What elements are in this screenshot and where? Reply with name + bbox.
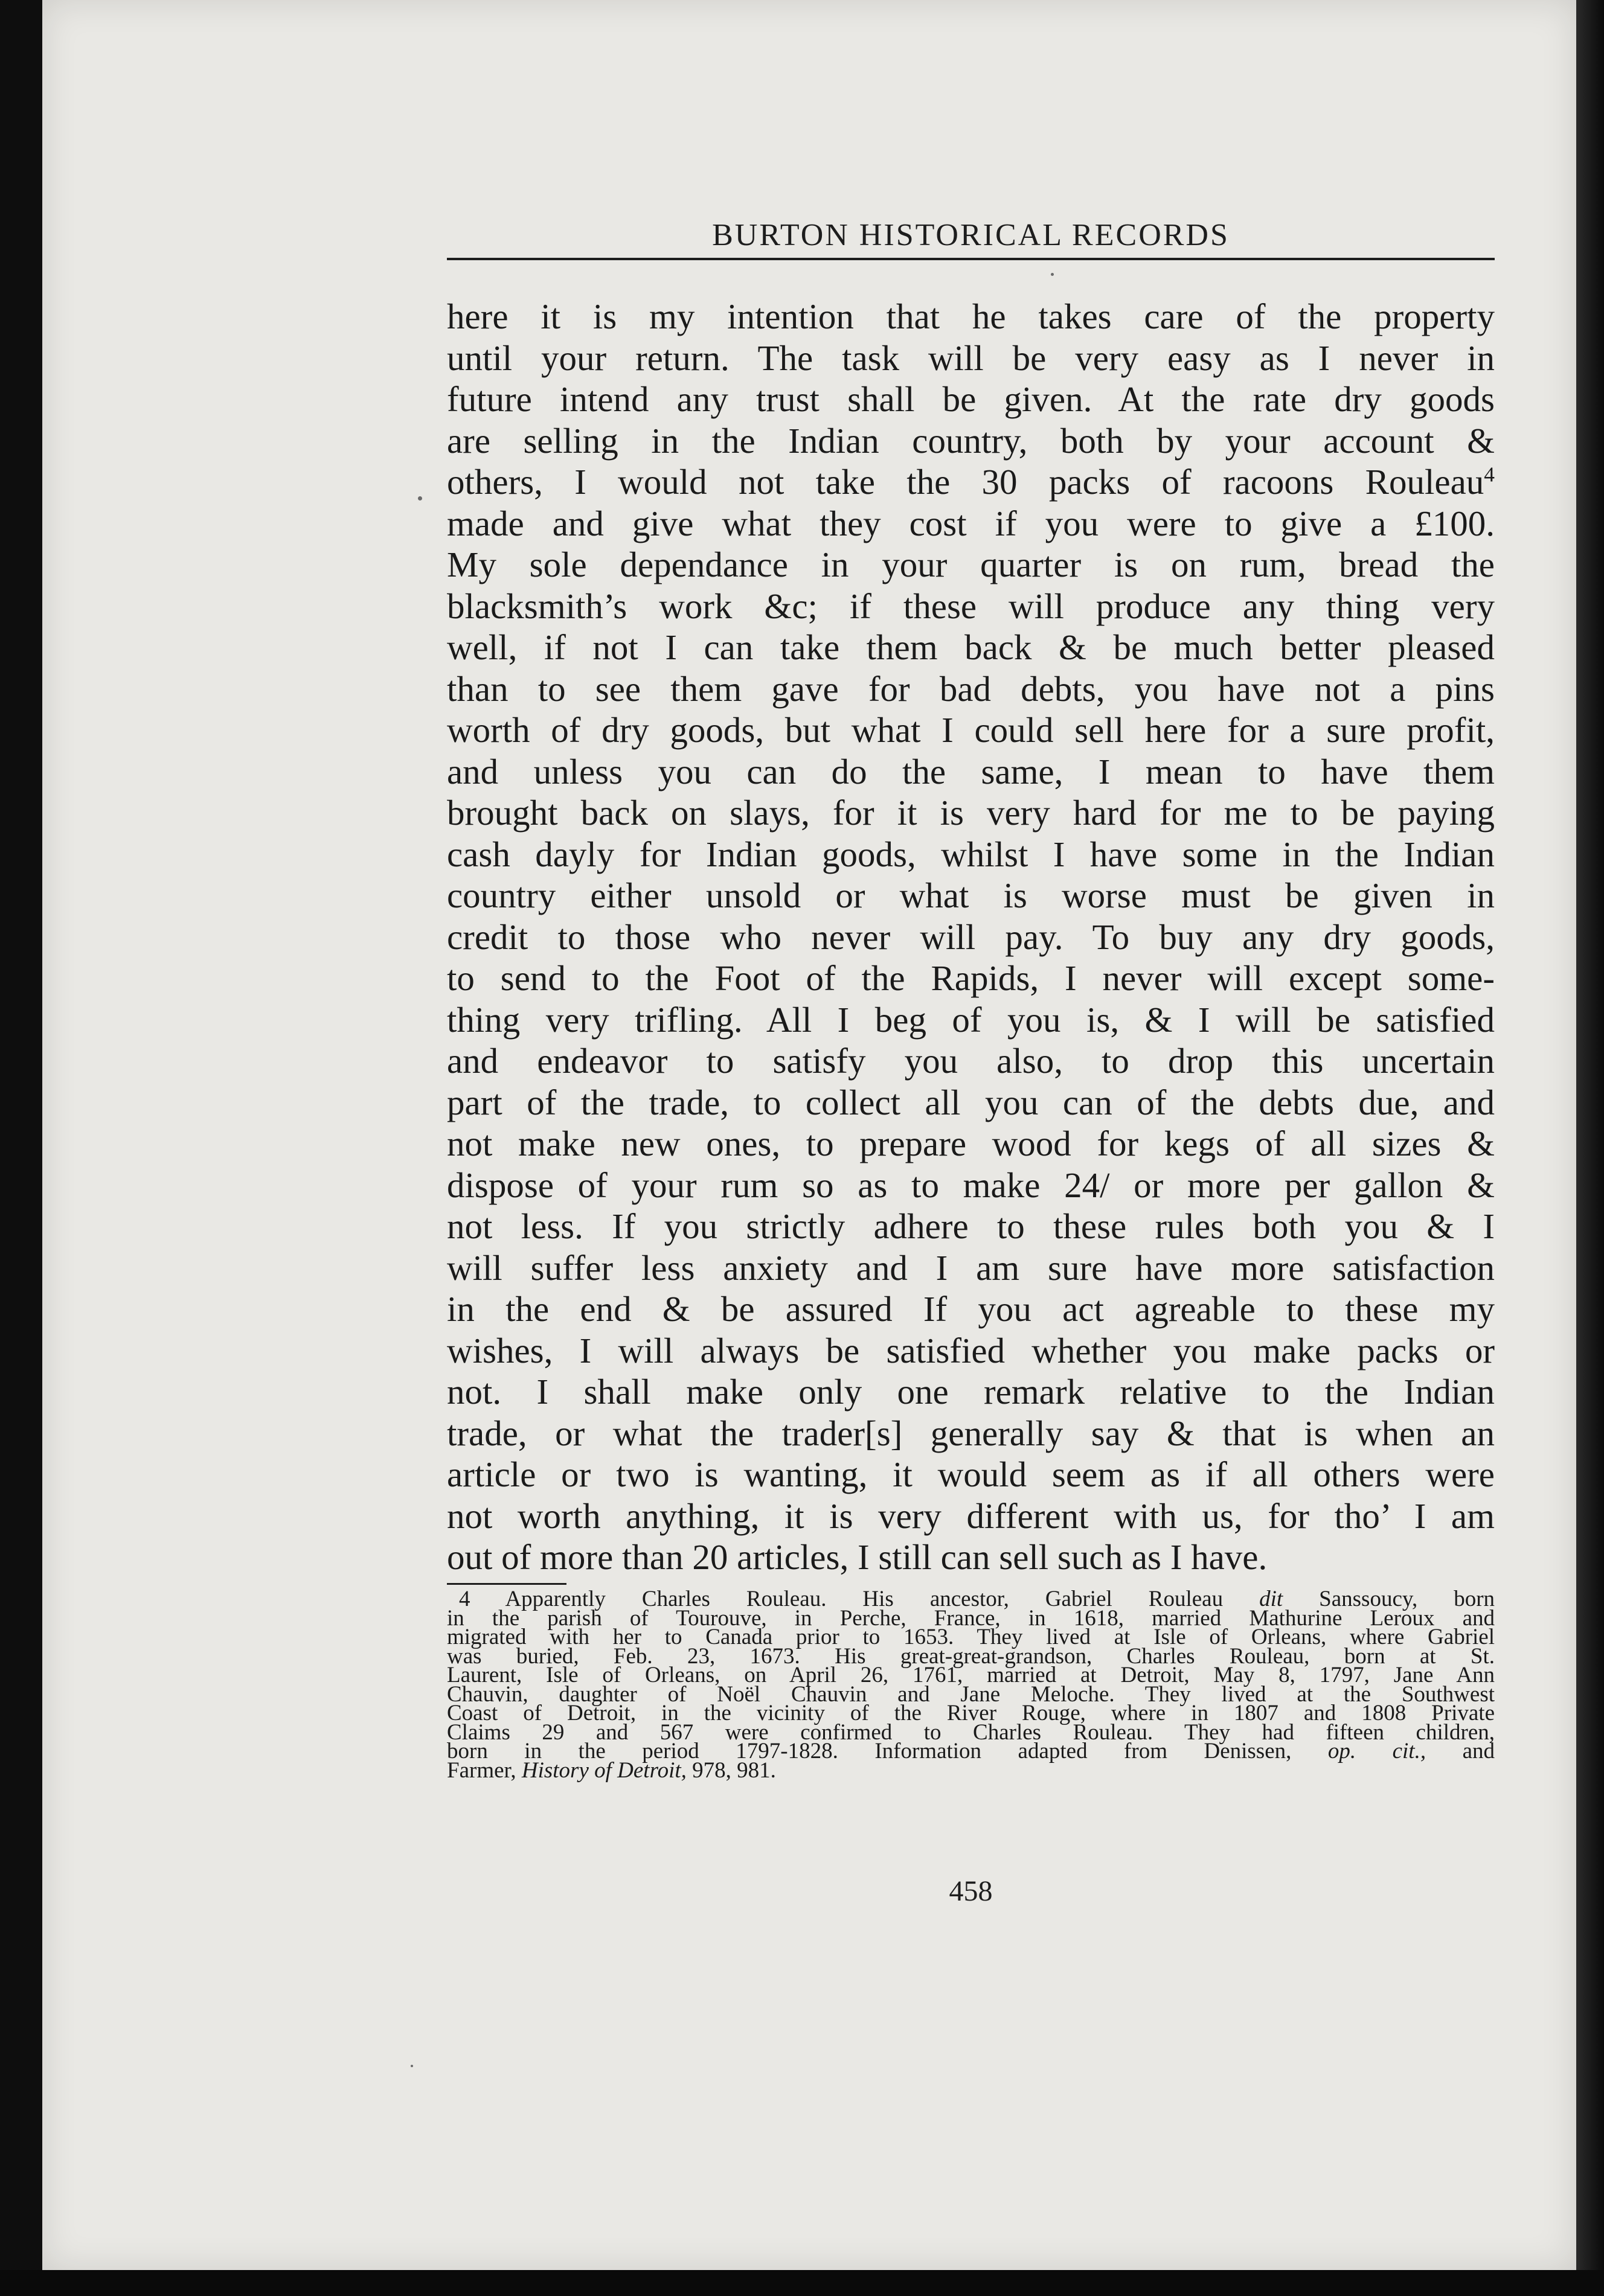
footnote-line: Claims 29 and 567 were confirmed to Charles Rouleau. They had fifteen children, [447, 1719, 1495, 1745]
footnote-text: Apparently Charles Rouleau. His ancestor, Gabriel Rouleau [505, 1587, 1224, 1611]
footnote-rule [447, 1583, 566, 1585]
footnote-italic: History of Detroit, [521, 1757, 687, 1783]
text-line: until your return. The task will be very easy as I never in [447, 337, 1495, 378]
footnote-text: Sanssoucy, born [1319, 1587, 1495, 1611]
text-line: well, if not I can take them back & be much better pleased [447, 627, 1495, 667]
footnote-italic: dit [1259, 1587, 1283, 1611]
footnote-text: 978, 981. [692, 1757, 776, 1783]
text-line: will suffer less anxiety and I am sure have more satisfaction [447, 1247, 1495, 1288]
header-rule [447, 258, 1495, 260]
text-line: country either unsold or what is worse must be given in [447, 875, 1495, 915]
text-line: to send to the Foot of the Rapids, I never will except some- [447, 958, 1495, 998]
footnote-line [447, 1757, 1495, 1783]
text-line: credit to those who never will pay. To buy any dry goods, [447, 916, 1495, 957]
text-line-content: others, I would not take the 30 packs of racoons Rouleau [447, 462, 1484, 502]
footnote-number: 4 [459, 1587, 470, 1611]
footnote-line: Laurent, Isle of Orleans, on April 26, 1761, married at Detroit, May 8, 1797, Jane Ann [447, 1663, 1495, 1687]
running-head: BURTON HISTORICAL RECORDS [712, 218, 1230, 252]
footnote-text: Farmer, [447, 1757, 516, 1783]
text-line: thing very trifling. All I beg of you is, & I will be satisfied [447, 999, 1495, 1040]
page-number: 458 [949, 1875, 993, 1907]
body-text [447, 296, 1495, 1578]
text-line: trade, or what the trader[s] generally say & that is when an [447, 1413, 1495, 1453]
text-line: in the end & be assured If you act agreable to these my [447, 1289, 1495, 1329]
text-line: worth of dry goods, but what I could sell here for a sure profit, [447, 710, 1495, 750]
text-line: made and give what they cost if you were to give a £100. [447, 503, 1495, 543]
footnote-line: migrated with her to Canada prior to 1653. They lived at Isle of Orleans, where Gabriel [447, 1625, 1495, 1649]
footnote-italic: op. cit., [1327, 1739, 1426, 1764]
text-line: brought back on slays, for it is very hard for me to be paying [447, 793, 1495, 833]
scan-edge-bottom [0, 2270, 1604, 2296]
text-line: My sole dependance in your quarter is on rum, bread the [447, 545, 1495, 584]
text-line: and endeavor to satisfy you also, to drop this uncertain [447, 1041, 1495, 1081]
speck-mark [1051, 273, 1054, 276]
footnote-line: in the parish of Tourouve, in Perche, France, in 1618, married Mathurine Leroux and [447, 1605, 1495, 1631]
text-line: not worth anything, it is very different with us, for tho’ I am [447, 1495, 1495, 1536]
text-line: blacksmith’s work &c; if these will produce any thing very [447, 586, 1495, 626]
text-line: out of more than 20 articles, I still can sell such as I have. [447, 1537, 1268, 1577]
text-line: not. I shall make only one remark relative to the Indian [447, 1372, 1495, 1412]
footnote-text: born in the period 1797-1828. Information adapted from Denissen, [447, 1739, 1292, 1764]
footnote-reference: 4 [1484, 462, 1495, 487]
text-line: dispose of your rum so as to make 24/ or more per gallon & [447, 1165, 1495, 1205]
text-line [447, 461, 1495, 503]
speck-mark [418, 496, 422, 500]
text-line: not make new ones, to prepare wood for kegs of all sizes & [447, 1124, 1495, 1163]
scan-edge-right [1576, 0, 1604, 2296]
text-line: wishes, I will always be satisfied whether you make packs or [447, 1330, 1495, 1370]
text-line: than to see them gave for bad debts, you have not a pins [447, 668, 1495, 709]
text-line: here it is my intention that he takes care of the property [447, 296, 1495, 336]
speck-mark [411, 2065, 413, 2067]
footnote-block [447, 1587, 1495, 1783]
text-line: and unless you can do the same, I mean to have them [447, 751, 1495, 791]
footnote-text: and [1462, 1739, 1495, 1764]
text-line: are selling in the Indian country, both by your account & [447, 420, 1495, 461]
text-line: future intend any trust shall be given. At the rate dry goods [447, 379, 1495, 419]
text-line: cash dayly for Indian goods, whilst I have some in the Indian [447, 834, 1495, 874]
footnote-line: was buried, Feb. 23, 1673. His great-great-grandson, Charles Rouleau, born at St. [447, 1643, 1495, 1669]
footnote-line: Chauvin, daughter of Noël Chauvin and Jane Meloche. They lived at the Southwest [447, 1681, 1495, 1707]
text-line: part of the trade, to collect all you can of the debts due, and [447, 1082, 1495, 1122]
footnote-line: Coast of Detroit, in the vicinity of the River Rouge, where in 1807 and 1808 Private [447, 1701, 1495, 1725]
text-line: not less. If you strictly adhere to these rules both you & I [447, 1206, 1495, 1246]
text-line: article or two is wanting, it would seem as if all others were [447, 1454, 1495, 1494]
